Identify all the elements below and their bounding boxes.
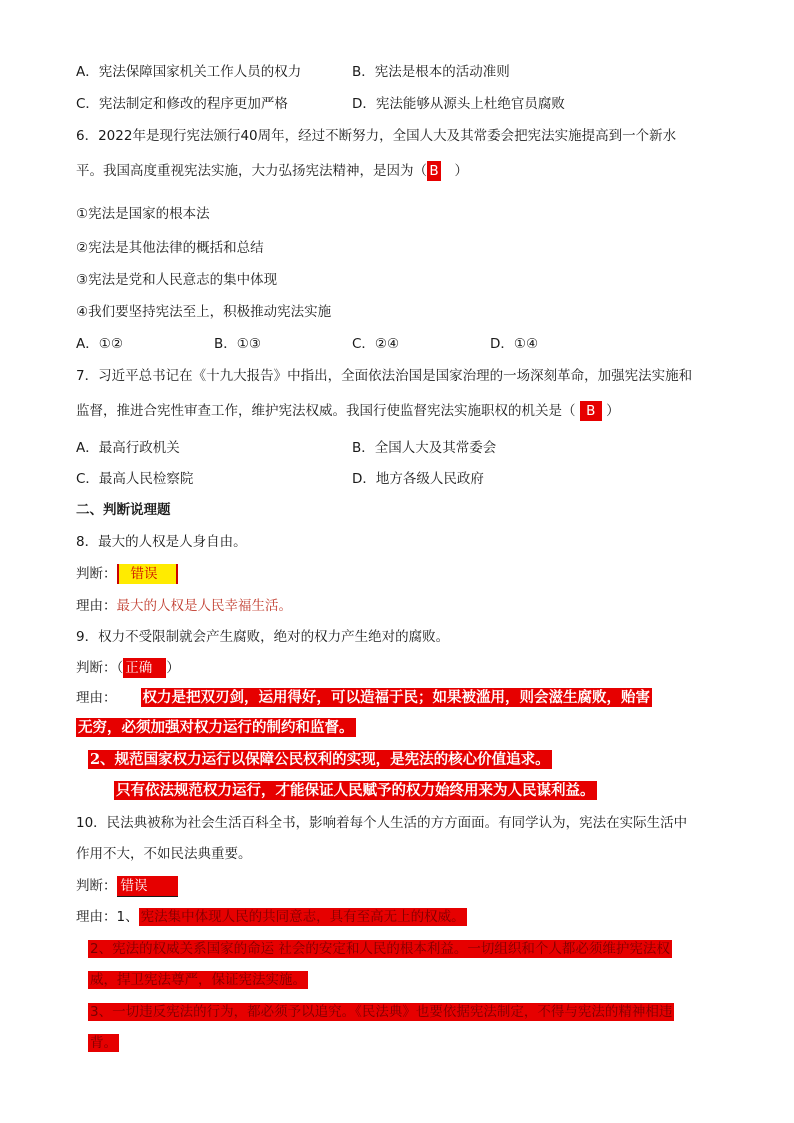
q8-reason-text: 最大的人权是人民幸福生活。 bbox=[116, 598, 292, 614]
q10-reason-line4: 3、一切违反宪法的行为，都必须予以追究。《民法典》也要依据宪法制定，不得与宪法的精神相违 bbox=[90, 1004, 673, 1020]
q6-stem-line1: 6．2022年是现行宪法颁行40周年，经过不断努力，全国人大及其常委会把宪法实施提高到一个新水 bbox=[76, 128, 677, 144]
q6-stem-text: 平。我国高度重视宪法实施，大力弘扬宪法精神，是因为（ bbox=[76, 163, 427, 179]
q6-option-b: B．①③ bbox=[214, 336, 261, 352]
q6-close-paren: ） bbox=[441, 163, 468, 179]
q5-option-c: C．宪法制定和修改的程序更加严格 bbox=[76, 96, 288, 112]
section-title: 二、判断说理题 bbox=[76, 502, 171, 518]
q9-reason-label: 理由： bbox=[76, 690, 117, 706]
q9-stem: 9．权力不受限制就会产生腐败，绝对的权力产生绝对的腐败。 bbox=[76, 629, 450, 645]
q8-judge-answer: 错误 bbox=[117, 564, 178, 584]
q7-stem-line1: 7．习近平总书记在《十九大报告》中指出，全面依法治国是国家治理的一场深刻革命，加强宪法实施和 bbox=[76, 368, 693, 384]
q9-reason-line4: 只有依法规范权力运行，才能保证人民赋予的权力始终用来为人民谋利益。 bbox=[116, 782, 595, 799]
q9-judge-label: 判断：（ bbox=[76, 660, 124, 676]
q6-answer: B bbox=[427, 161, 441, 181]
q10-reason-line1: 宪法集中体现人民的共同意志，具有至高无上的权威。 bbox=[140, 909, 465, 925]
q5-option-d: D．宪法能够从源头上杜绝官员腐败 bbox=[352, 96, 565, 112]
q10-reason-row5 bbox=[88, 1033, 119, 1053]
q8-judge-label: 判断： bbox=[76, 566, 117, 582]
q8-reason-label: 理由： bbox=[76, 598, 117, 614]
q6-item-2: ②宪法是其他法律的概括和总结 bbox=[76, 240, 264, 256]
q6-item-4: ④我们要坚持宪法至上，积极推动宪法实施 bbox=[76, 304, 332, 320]
q10-judge bbox=[76, 876, 178, 897]
q10-reason-line2: 2、宪法的权威关系国家的命运 社会的安定和人民的根本利益。一切组织和个人都必须维护宪法权 bbox=[90, 941, 670, 957]
q10-reason-row4 bbox=[88, 1002, 674, 1022]
q8-judge bbox=[76, 564, 178, 584]
q10-judge-label: 判断： bbox=[76, 878, 117, 894]
q7-close-paren: ） bbox=[606, 403, 620, 419]
q10-stem-line2: 作用不大，不如民法典重要。 bbox=[76, 846, 252, 862]
q10-judge-answer: 错误 bbox=[117, 876, 178, 897]
q9-reason-row1 bbox=[76, 688, 652, 708]
q6-item-3: ③宪法是党和人民意志的集中体现 bbox=[76, 272, 278, 288]
q10-reason-row3 bbox=[88, 970, 308, 990]
q7-stem-line2 bbox=[76, 401, 620, 421]
q7-answer: B bbox=[580, 401, 602, 421]
q8-stem: 8．最大的人权是人身自由。 bbox=[76, 534, 247, 550]
q10-reason-row1 bbox=[76, 907, 467, 927]
q7-option-a: A．最高行政机关 bbox=[76, 440, 180, 456]
q9-judge bbox=[76, 658, 180, 678]
q7-stem-text: 监督，推进合宪性审查工作，维护宪法权威。我国行使监督宪法实施职权的机关是（ bbox=[76, 403, 576, 419]
q9-judge-answer: 正确 bbox=[123, 658, 166, 678]
q6-option-c: C．②④ bbox=[352, 336, 400, 352]
q5-option-a: A．宪法保障国家机关工作人员的权力 bbox=[76, 64, 302, 80]
q9-reason-line3: 2、规范国家权力运行以保障公民权利的实现，是宪法的核心价值追求。 bbox=[90, 751, 550, 768]
q7-option-c: C．最高人民检察院 bbox=[76, 471, 194, 487]
q9-reason-row4 bbox=[114, 781, 597, 801]
q10-reason-line5: 背。 bbox=[90, 1035, 117, 1051]
q6-item-1: ①宪法是国家的根本法 bbox=[76, 206, 210, 222]
q6-option-a: A．①② bbox=[76, 336, 123, 352]
q7-option-b: B．全国人大及其常委会 bbox=[352, 440, 497, 456]
q9-reason-line1: 权力是把双刃剑，运用得好，可以造福于民；如果被滥用，则会滋生腐败，贻害 bbox=[142, 689, 650, 706]
q10-reason-row2 bbox=[88, 939, 672, 959]
q7-option-d: D．地方各级人民政府 bbox=[352, 471, 484, 487]
q5-option-b: B．宪法是根本的活动准则 bbox=[352, 64, 510, 80]
q10-reason-label: 理由：1、 bbox=[76, 909, 139, 925]
q10-reason-line3: 威，捍卫宪法尊严，保证宪法实施。 bbox=[90, 972, 306, 988]
q6-option-d: D．①④ bbox=[490, 336, 539, 352]
q6-stem-line2 bbox=[76, 161, 468, 181]
q9-judge-close: ） bbox=[166, 660, 180, 676]
q9-reason-row2 bbox=[76, 718, 356, 738]
q9-reason-line2: 无穷，必须加强对权力运行的制约和监督。 bbox=[78, 719, 354, 736]
q8-reason bbox=[76, 596, 292, 616]
q9-reason-row3 bbox=[88, 750, 552, 770]
q10-stem-line1: 10．民法典被称为社会生活百科全书，影响着每个人生活的方方面面。有同学认为，宪法在实际生活中 bbox=[76, 815, 688, 831]
